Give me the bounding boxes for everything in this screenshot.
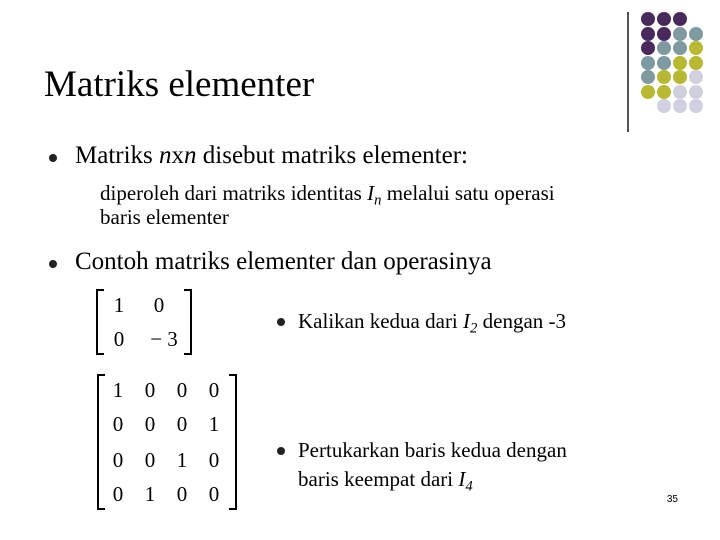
decorative-dot [641,41,655,55]
decorative-dot [689,70,703,84]
identity-symbol: I [458,467,466,491]
matrix-cell: 1 [208,412,220,436]
example-1-post: dengan -3 [477,309,567,333]
bullet-1-pre: Matriks [75,142,160,169]
matrix-cell: 0 [144,378,156,402]
example-1-description [298,308,566,341]
example-2-pre: baris keempat dari [298,467,459,491]
decorative-dot [689,99,703,113]
decorative-dot [673,12,687,26]
decorative-dot [689,27,703,41]
matrix-2x2 [96,289,192,355]
decorative-dot [657,99,671,113]
matrix-cell: 0 [153,293,165,317]
matrix-4x4 [97,374,237,510]
decorative-dot [641,70,655,84]
decorative-dot [641,85,655,99]
decorative-dot [689,56,703,70]
identity-subscript: n [374,192,382,209]
decorative-dot [689,85,703,99]
bullet-1-text [75,141,468,171]
bullet-icon [49,260,57,268]
matrix-cell: 1 [144,482,156,506]
decorative-dot [657,70,671,84]
identity-symbol: I [463,309,471,333]
bullet-1-post: disebut matriks elementer: [196,142,468,169]
slide-title: Matriks elementer [44,64,315,105]
decorative-dot [641,56,655,70]
decorative-dot [657,56,671,70]
decorative-dot [689,41,703,55]
decorative-dot [657,41,671,55]
bullet-1-n1: n [159,142,172,169]
matrix-cell: 0 [176,412,188,436]
matrix-cell: 0 [112,448,124,472]
matrix-cell: 0 [144,412,156,436]
decorative-dot [673,56,687,70]
bullet-icon [49,154,57,162]
matrix-cell: 0 [208,448,220,472]
decorative-dot-grid [641,12,720,117]
matrix-cell: 0 [112,412,124,436]
matrix-cell: 0 [112,482,124,506]
decorative-dot [641,27,655,41]
identity-subscript: 2 [470,320,478,337]
bullet-icon [277,447,285,455]
decorative-dot [673,70,687,84]
decorative-divider [627,12,629,132]
matrix-cell: 1 [176,448,188,472]
decorative-dot [657,85,671,99]
sub-bullet-pre: diperoleh dari matriks identitas [100,181,368,205]
matrix-cell: 1 [112,378,124,402]
bullet-2-text: Contoh matriks elementer dan operasinya [75,248,492,275]
example-2-description-line-2 [298,466,473,499]
identity-subscript: 4 [465,478,473,495]
matrix-cell: 0 [208,378,220,402]
identity-symbol: I [367,181,375,205]
sub-bullet-post: melalui satu operasi [381,181,555,205]
matrix-cell: − 3 [150,327,178,351]
matrix-cell: 1 [113,293,125,317]
bullet-1-x: x [171,142,185,169]
page-number: 35 [666,494,678,505]
bullet-1-n2: n [184,142,197,169]
decorative-dot [673,85,687,99]
example-2-description-line-1: Pertukarkan baris kedua dengan [298,438,567,462]
decorative-dot [641,12,655,26]
decorative-dot [673,41,687,55]
matrix-cell: 0 [208,482,220,506]
decorative-dot [657,27,671,41]
decorative-dot [657,12,671,26]
sub-bullet-line-2: baris elementer [100,205,229,229]
decorative-dot [673,99,687,113]
bullet-icon [277,318,285,326]
example-1-pre: Kalikan kedua dari [298,309,464,333]
matrix-cell: 0 [176,378,188,402]
decorative-dot [673,27,687,41]
matrix-cell: 0 [176,482,188,506]
matrix-cell: 0 [113,327,125,351]
matrix-cell: 0 [144,448,156,472]
